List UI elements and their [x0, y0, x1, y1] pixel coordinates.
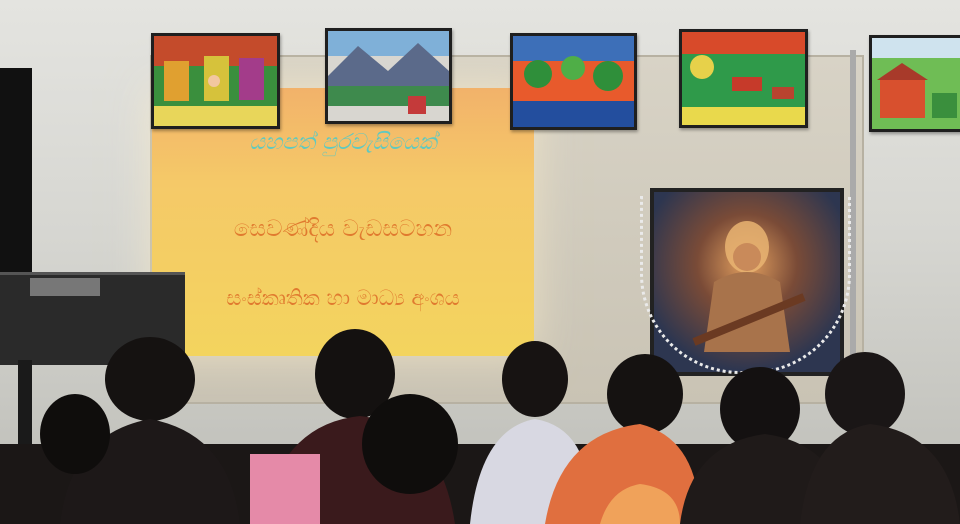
animals-painting: [679, 29, 808, 128]
slide-line-3: සංස්කෘතික හා මාධ්‍ය අංශය: [226, 286, 460, 310]
village-painting: [151, 33, 280, 129]
slide-line-1: යහපත් පුරවැසියෙක්: [249, 130, 437, 155]
audience: [0, 324, 960, 524]
trees-painting: [510, 33, 637, 130]
slide-line-2: සෙවණ්දිය වැඩසටහන: [233, 216, 453, 242]
house-painting: [869, 35, 960, 132]
equipment-panel: [30, 278, 100, 296]
mountain-painting: [325, 28, 452, 124]
